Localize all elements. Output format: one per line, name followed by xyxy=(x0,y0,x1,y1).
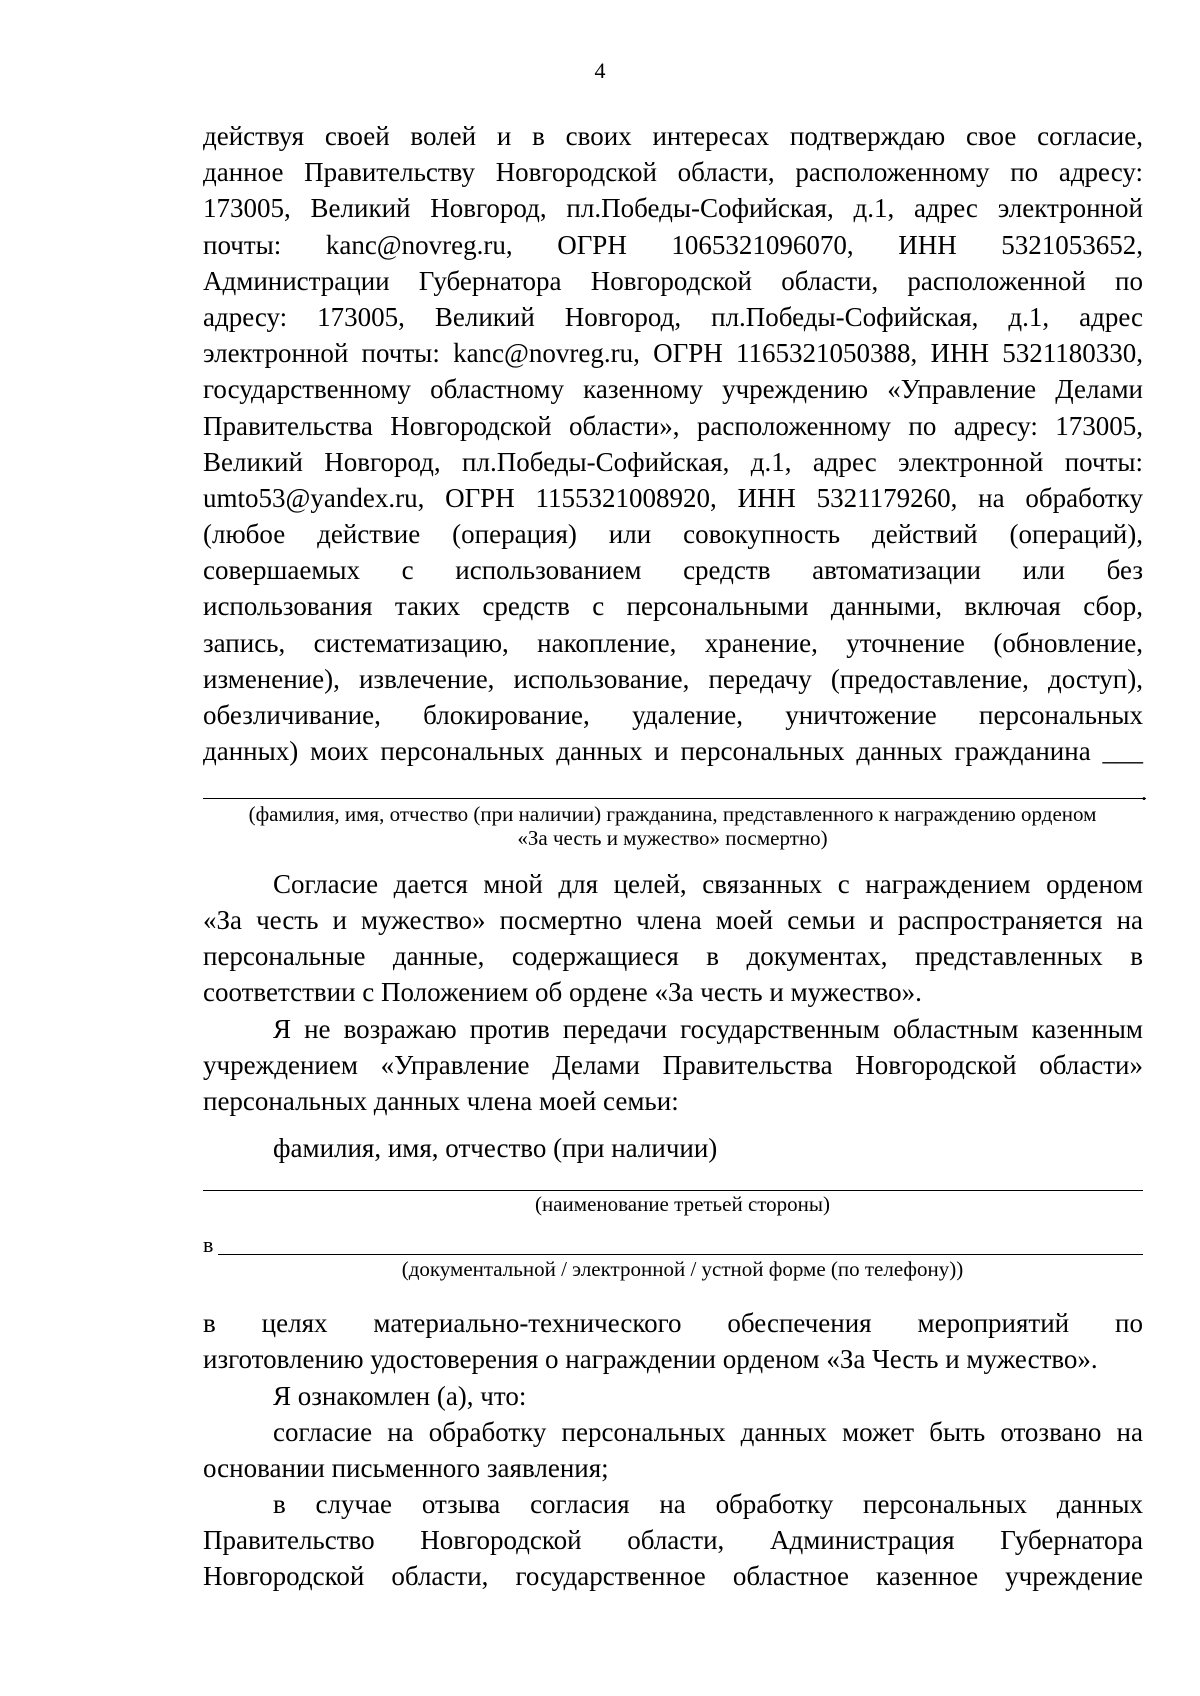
revocation-line: согласие на обработку персональных данных может быть отозвано на xyxy=(273,1417,1143,1447)
citizen-name-fill-line[interactable] xyxy=(203,798,1146,799)
revocation-case-line: Новгородской области, государственное областное казенное учреждение xyxy=(203,1561,1143,1591)
form-prefix: в xyxy=(203,1232,214,1257)
no-objection-line: учреждением «Управление Делами Правительства Новгородской области» xyxy=(203,1050,1143,1080)
consent-line: Правительства Новгородской области», расположенному по адресу: 173005, xyxy=(203,410,1143,441)
consent-line: данное Правительству Новгородской области, расположенному по адресу: xyxy=(203,157,1143,188)
no-objection-line: персональных данных члена моей семьи: xyxy=(203,1086,679,1116)
form-caption: (документальной / электронной / устной форме (по телефону)) xyxy=(401,1257,964,1281)
form-fill-line[interactable] xyxy=(218,1254,1143,1255)
consent-line: электронной почты: kanc@novreg.ru, ОГРН 1165321050388, ИНН 5321180330, xyxy=(203,338,1143,369)
consent-line: государственному областному казенному учреждению «Управление Делами xyxy=(203,374,1143,405)
goal-line: изготовлению удостоверения о награждении орденом «За Честь и мужество». xyxy=(203,1344,1098,1374)
purpose-line: «За честь и мужество» посмертно члена моей семьи и распространяется на xyxy=(203,905,1143,935)
purpose-line: персональные данные, содержащиеся в документах, представленных в xyxy=(203,941,1143,971)
fill-terminator: . xyxy=(1141,780,1147,806)
consent-line: почты: kanc@novreg.ru, ОГРН 1065321096070, ИНН 5321053652, xyxy=(203,229,1143,260)
acknowledged-line: Я ознакомлен (а), что: xyxy=(273,1381,527,1411)
citizen-name-caption xyxy=(180,802,1165,850)
consent-paragraph xyxy=(203,118,1143,769)
consent-line: обезличивание, блокирование, удаление, уничтожение персональных xyxy=(203,700,1143,730)
revocation-case-line: Правительство Новгородской области, Администрация Губернатора xyxy=(203,1525,1143,1555)
consent-line: совершаемых с использованием средств автоматизации или без xyxy=(203,555,1143,586)
caption-line: (фамилия, имя, отчество (при наличии) гражданина, представленного к награждению орденом xyxy=(248,802,1097,826)
caption-line: «За честь и мужество» посмертно) xyxy=(517,826,828,850)
consent-line: umto53@yandex.ru, ОГРН 1155321008920, ИНН 5321179260, на обработку xyxy=(203,482,1143,513)
purpose-line: Согласие дается мной для целей, связанных с награждением орденом xyxy=(273,869,1143,899)
consent-line: Администрации Губернатора Новгородской области, расположенной по xyxy=(203,265,1143,296)
consent-line: данных) моих персональных данных и персональных данных гражданина ___ xyxy=(203,736,1143,767)
third-party-fill-line[interactable] xyxy=(203,1190,1143,1191)
page-number: 4 xyxy=(594,58,606,83)
goal-line: в целях материально-технического обеспечения мероприятий по xyxy=(203,1308,1143,1338)
purpose-line: соответствии с Положением об ордене «За честь и мужество». xyxy=(203,977,922,1007)
consent-line: (любое действие (операция) или совокупность действий (операций), xyxy=(203,519,1143,550)
consent-line: использования таких средств с персональными данными, включая сбор, xyxy=(203,591,1143,622)
consent-line: действуя своей волей и в своих интересах подтверждаю свое согласие, xyxy=(203,121,1143,151)
third-party-caption: (наименование третьей стороны) xyxy=(534,1192,831,1216)
consent-line: запись, систематизацию, накопление, хранение, уточнение (обновление, xyxy=(203,627,1143,658)
no-objection-line: Я не возражаю против передачи государственным областным казенным xyxy=(273,1014,1143,1044)
consent-line: Великий Новгород, пл.Победы-Софийская, д.1, адрес электронной почты: xyxy=(203,446,1143,477)
consent-line: адресу: 173005, Великий Новгород, пл.Победы-Софийская, д.1, адрес xyxy=(203,301,1143,332)
revocation-line: основании письменного заявления; xyxy=(203,1453,609,1483)
revocation-case-line: в случае отзыва согласия на обработку персональных данных xyxy=(273,1489,1143,1519)
consent-line: изменение), извлечение, использование, передачу (предоставление, доступ), xyxy=(203,663,1143,694)
member-name-label: фамилия, имя, отчество (при наличии) xyxy=(273,1133,718,1163)
consent-line: 173005, Великий Новгород, пл.Победы-Софийская, д.1, адрес электронной xyxy=(203,193,1143,224)
